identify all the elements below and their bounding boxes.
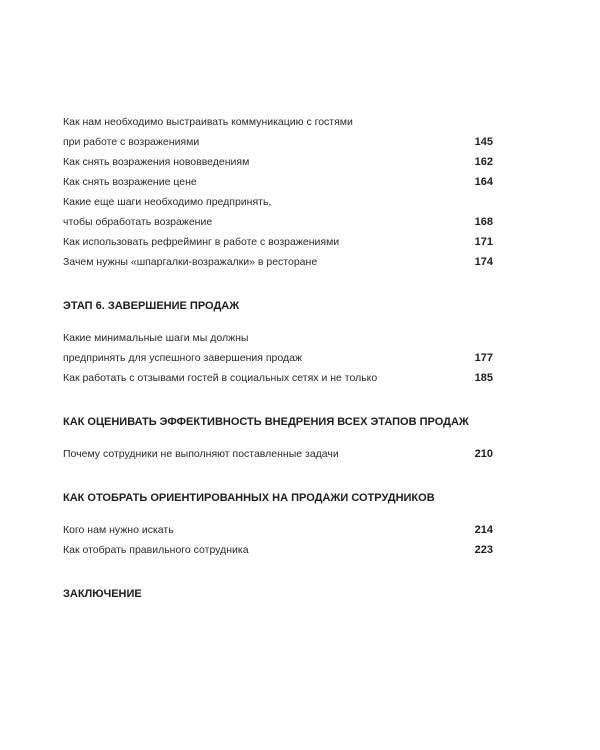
section-heading-staff-selection[interactable]: КАК ОТОБРАТЬ ОРИЕНТИРОВАННЫХ НА ПРОДАЖИ СОТРУДНИКОВ: [63, 492, 435, 504]
toc-entry-title-line: при работе с возражениями: [63, 136, 200, 148]
toc-entry-title-line: Как отобрать правильного сотрудника: [63, 544, 249, 556]
toc-page-number: 177: [474, 352, 493, 364]
section-heading-efficiency[interactable]: КАК ОЦЕНИВАТЬ ЭФФЕКТИВНОСТЬ ВНЕДРЕНИЯ ВСЕХ ЭТАПОВ ПРОДАЖ: [63, 416, 469, 428]
toc-entry-title-line: Как работать с отзывами гостей в социальных сетях и не только: [63, 372, 378, 384]
toc-entry[interactable]: [63, 520, 493, 540]
toc-entry-title-line: Как снять возражения нововведениям: [63, 156, 250, 168]
toc-page-number: 164: [474, 176, 493, 188]
toc-entry-title-line: Зачем нужны «шпаргалки-возражалки» в ресторане: [63, 256, 318, 268]
toc-entry[interactable]: [63, 368, 493, 388]
toc-entry[interactable]: [63, 540, 493, 560]
toc-entry[interactable]: [63, 112, 493, 152]
toc-page-number: 185: [474, 372, 493, 384]
toc-entry-title-line: Как нам необходимо выстраивать коммуникацию с гостями: [63, 116, 353, 128]
toc-entry-title-line: Как использовать рефрейминг в работе с возражениями: [63, 236, 340, 248]
section-heading-stage-6[interactable]: ЭТАП 6. ЗАВЕРШЕНИЕ ПРОДАЖ: [63, 300, 240, 312]
toc-entry-title-line: Какие минимальные шаги мы должны: [63, 332, 249, 344]
toc-page-number: 171: [474, 236, 493, 248]
toc-entry-title-line: чтобы обработать возражение: [63, 216, 213, 228]
toc-page-number: 145: [474, 136, 493, 148]
toc-page-number: 223: [474, 544, 493, 556]
toc-entry[interactable]: [63, 232, 493, 252]
toc-entry[interactable]: [63, 192, 493, 232]
toc-entry-title-line: Кого нам нужно искать: [63, 524, 174, 536]
toc-entry[interactable]: [63, 172, 493, 192]
toc-entry-title-line: Почему сотрудники не выполняют поставленные задачи: [63, 448, 339, 460]
toc-page-number: 168: [474, 216, 493, 228]
toc-page-number: 210: [474, 448, 493, 460]
toc-entry-title-line: Какие еще шаги необходимо предпринять,: [63, 196, 272, 208]
section-heading-conclusion[interactable]: ЗАКЛЮЧЕНИЕ: [63, 588, 142, 600]
toc-entry[interactable]: [63, 152, 493, 172]
toc-page-number: 174: [474, 256, 493, 268]
toc-entry[interactable]: [63, 252, 493, 272]
toc-entry[interactable]: [63, 444, 493, 464]
toc-entry-title-line: предпринять для успешного завершения продаж: [63, 352, 302, 364]
toc-page-number: 162: [474, 156, 493, 168]
table-of-contents: [63, 112, 493, 604]
toc-entry[interactable]: [63, 328, 493, 368]
toc-entry-title-line: Как снять возражение цене: [63, 176, 197, 188]
toc-page-number: 214: [474, 524, 493, 536]
